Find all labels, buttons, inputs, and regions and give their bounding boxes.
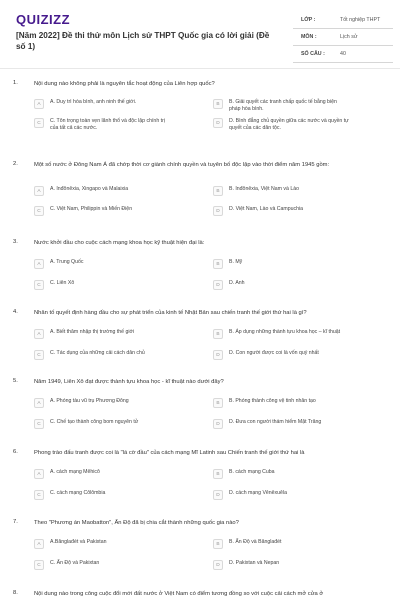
option-c[interactable] xyxy=(34,280,199,294)
question-text: Nhân tố quyết định hàng đầu cho sự phát triển của kinh tế Nhật Bản sau chiến tranh thế giới thứ hai là gì? xyxy=(34,310,307,316)
option-text: A. cách mạng Mêhicô xyxy=(50,469,100,475)
option-letter: B xyxy=(213,329,223,339)
option-c[interactable] xyxy=(34,350,199,364)
option-letter: B xyxy=(213,259,223,269)
option-letter: C xyxy=(34,118,44,128)
option-letter: C xyxy=(34,206,44,216)
option-text: B. Mỹ xyxy=(229,259,243,265)
option-text: D. Pakixtan và Nepan xyxy=(229,560,280,566)
option-text: A. Inđônêxia, Xingapo và Malaixia xyxy=(50,186,129,192)
option-a[interactable] xyxy=(34,259,199,273)
option-letter: A xyxy=(34,539,44,549)
option-c[interactable] xyxy=(34,206,199,220)
question-number: 6. xyxy=(13,449,18,455)
option-letter: C xyxy=(34,560,44,570)
quizizz-logo[interactable]: QUIZIZZ xyxy=(16,12,71,27)
option-letter: B xyxy=(213,99,223,109)
header-divider xyxy=(0,68,400,69)
option-text: A. Phóng tàu vũ trụ Phương Đông xyxy=(50,398,129,404)
meta-row-subject xyxy=(293,29,393,46)
option-b[interactable] xyxy=(213,186,378,200)
option-text: C. Việt Nam, Philippin và Miến Điện xyxy=(50,206,133,212)
option-d[interactable] xyxy=(213,490,378,504)
option-a[interactable] xyxy=(34,99,199,113)
option-d[interactable] xyxy=(213,419,378,433)
option-text: D. Việt Nam, Lào và Campuchia xyxy=(229,206,304,212)
option-a[interactable] xyxy=(34,398,199,412)
question-text: Nội dung nào không phải là nguyên tắc hoạt động của Liên hợp quốc? xyxy=(34,81,215,87)
meta-value: 40 xyxy=(340,51,346,57)
question-text: Theo "Phương án Maobatton", Ấn Độ đã bị chia cắt thành những quốc gia nào? xyxy=(34,520,239,526)
option-c[interactable] xyxy=(34,490,199,504)
meta-row-count xyxy=(293,46,393,63)
option-letter: D xyxy=(213,280,223,290)
option-text: B. Inđônêxia, Việt Nam và Lào xyxy=(229,186,299,192)
option-text: C. Chế tạo thành công bom nguyên tử xyxy=(50,419,139,425)
option-b[interactable] xyxy=(213,99,378,113)
option-letter: D xyxy=(213,419,223,429)
option-d[interactable] xyxy=(213,350,378,364)
option-text: B. Ấn Độ và Bănglađét xyxy=(229,539,282,545)
option-b[interactable] xyxy=(213,539,378,553)
option-letter: D xyxy=(213,206,223,216)
option-letter: D xyxy=(213,350,223,360)
option-d[interactable] xyxy=(213,206,378,220)
option-text: C. cách mạng Côlômbia xyxy=(50,490,106,496)
question-number: 2. xyxy=(13,161,18,167)
question-text: Năm 1949, Liên Xô đạt được thành tựu khoa học - kĩ thuật nào dưới đây? xyxy=(34,379,224,385)
question-text: Phong trào đấu tranh được coi là "lá cờ đầu" của cách mạng Mĩ Latinh sau Chiến tranh thế giới thứ hai là xyxy=(34,450,305,456)
option-text: A. Duy trì hòa bình, anh ninh thế giới. xyxy=(50,99,137,105)
meta-row-class xyxy=(293,12,393,29)
option-letter: C xyxy=(34,280,44,290)
option-text: C. Tác dụng của những cải cách dân chủ xyxy=(50,350,145,356)
question-text: Nước khởi đầu cho cuộc cách mạng khoa học kỹ thuật hiện đại là: xyxy=(34,240,205,246)
option-letter: A xyxy=(34,398,44,408)
option-letter: C xyxy=(34,490,44,500)
option-d[interactable] xyxy=(213,280,378,294)
option-text: C. Liên Xô xyxy=(50,280,75,286)
option-letter: A xyxy=(34,99,44,109)
option-text: A. Biết thâm nhập thị trường thế giới xyxy=(50,329,135,335)
option-a[interactable] xyxy=(34,186,199,200)
meta-value: Tốt nghiệp THPT xyxy=(340,17,381,23)
option-a[interactable] xyxy=(34,469,199,483)
header xyxy=(0,0,400,68)
option-d[interactable] xyxy=(213,118,378,132)
option-c[interactable] xyxy=(34,118,199,132)
option-letter: A xyxy=(34,329,44,339)
option-letter: A xyxy=(34,469,44,479)
option-letter: B xyxy=(213,469,223,479)
option-text: C. Tôn trọng toàn vẹn lãnh thổ và độc lập chính trị của tất cả các nước. xyxy=(50,118,165,131)
question-text: Một số nước ở Đông Nam Á đã chớp thời cơ giành chính quyền và tuyên bố độc lập vào thời điểm năm 1945 gồm: xyxy=(34,162,330,168)
question-number: 8. xyxy=(13,590,18,596)
question-number: 5. xyxy=(13,378,18,384)
option-text: A.Bănglađét và Pakixtan xyxy=(50,539,107,545)
option-letter: C xyxy=(34,419,44,429)
option-a[interactable] xyxy=(34,539,199,553)
option-letter: A xyxy=(34,186,44,196)
option-text: D. cách mạng Vênêxuêla xyxy=(229,490,287,496)
option-letter: A xyxy=(34,259,44,269)
option-letter: B xyxy=(213,398,223,408)
meta-table xyxy=(293,12,393,63)
option-b[interactable] xyxy=(213,398,378,412)
option-text: D. Anh xyxy=(229,280,245,286)
option-text: D. Con người được coi là vốn quý nhất xyxy=(229,350,319,356)
option-text: D. Bình đẳng chủ quyền giữa các nước và quyền tự quyết của các dân tộc. xyxy=(229,118,349,131)
option-text: B. Giải quyết các tranh chấp quốc tế bằng biện pháp hòa bình. xyxy=(229,99,337,112)
meta-label: LỚP : xyxy=(301,17,316,23)
option-d[interactable] xyxy=(213,560,378,574)
question-number: 1. xyxy=(13,80,18,86)
option-c[interactable] xyxy=(34,560,199,574)
question-number: 7. xyxy=(13,519,18,525)
option-a[interactable] xyxy=(34,329,199,343)
option-letter: D xyxy=(213,118,223,128)
option-text: B. Phóng thành công vệ tinh nhân tạo xyxy=(229,398,316,404)
page-title: [Năm 2022] Đề thi thử môn Lịch sử THPT Quốc gia có lời giải (Đề số 1) xyxy=(16,31,270,51)
option-b[interactable] xyxy=(213,259,378,273)
question-number: 3. xyxy=(13,239,18,245)
option-c[interactable] xyxy=(34,419,199,433)
option-letter: B xyxy=(213,539,223,549)
option-text: A. Trung Quốc xyxy=(50,259,84,265)
option-text: B. cách mạng Cuba xyxy=(229,469,275,475)
option-b[interactable] xyxy=(213,329,378,343)
option-text: D. Đưa con người thám hiểm Mặt Trăng xyxy=(229,419,322,425)
option-b[interactable] xyxy=(213,469,378,483)
option-letter: C xyxy=(34,350,44,360)
option-letter: D xyxy=(213,490,223,500)
option-text: B. Áp dụng những thành tựu khoa học – kĩ thuật xyxy=(229,329,341,335)
meta-label: MÔN : xyxy=(301,34,317,40)
question-text: Nội dung nào trong công cuộc đổi mới đất nước ở Việt Nam có điểm tương đồng so với cuộc cải cách mở cửa ở xyxy=(34,591,324,597)
option-text: C. Ấn Độ và Pakixtan xyxy=(50,560,100,566)
meta-label: SỐ CÂU : xyxy=(301,51,325,57)
question-number: 4. xyxy=(13,309,18,315)
option-letter: B xyxy=(213,186,223,196)
meta-value: Lịch sử xyxy=(340,34,358,40)
option-letter: D xyxy=(213,560,223,570)
